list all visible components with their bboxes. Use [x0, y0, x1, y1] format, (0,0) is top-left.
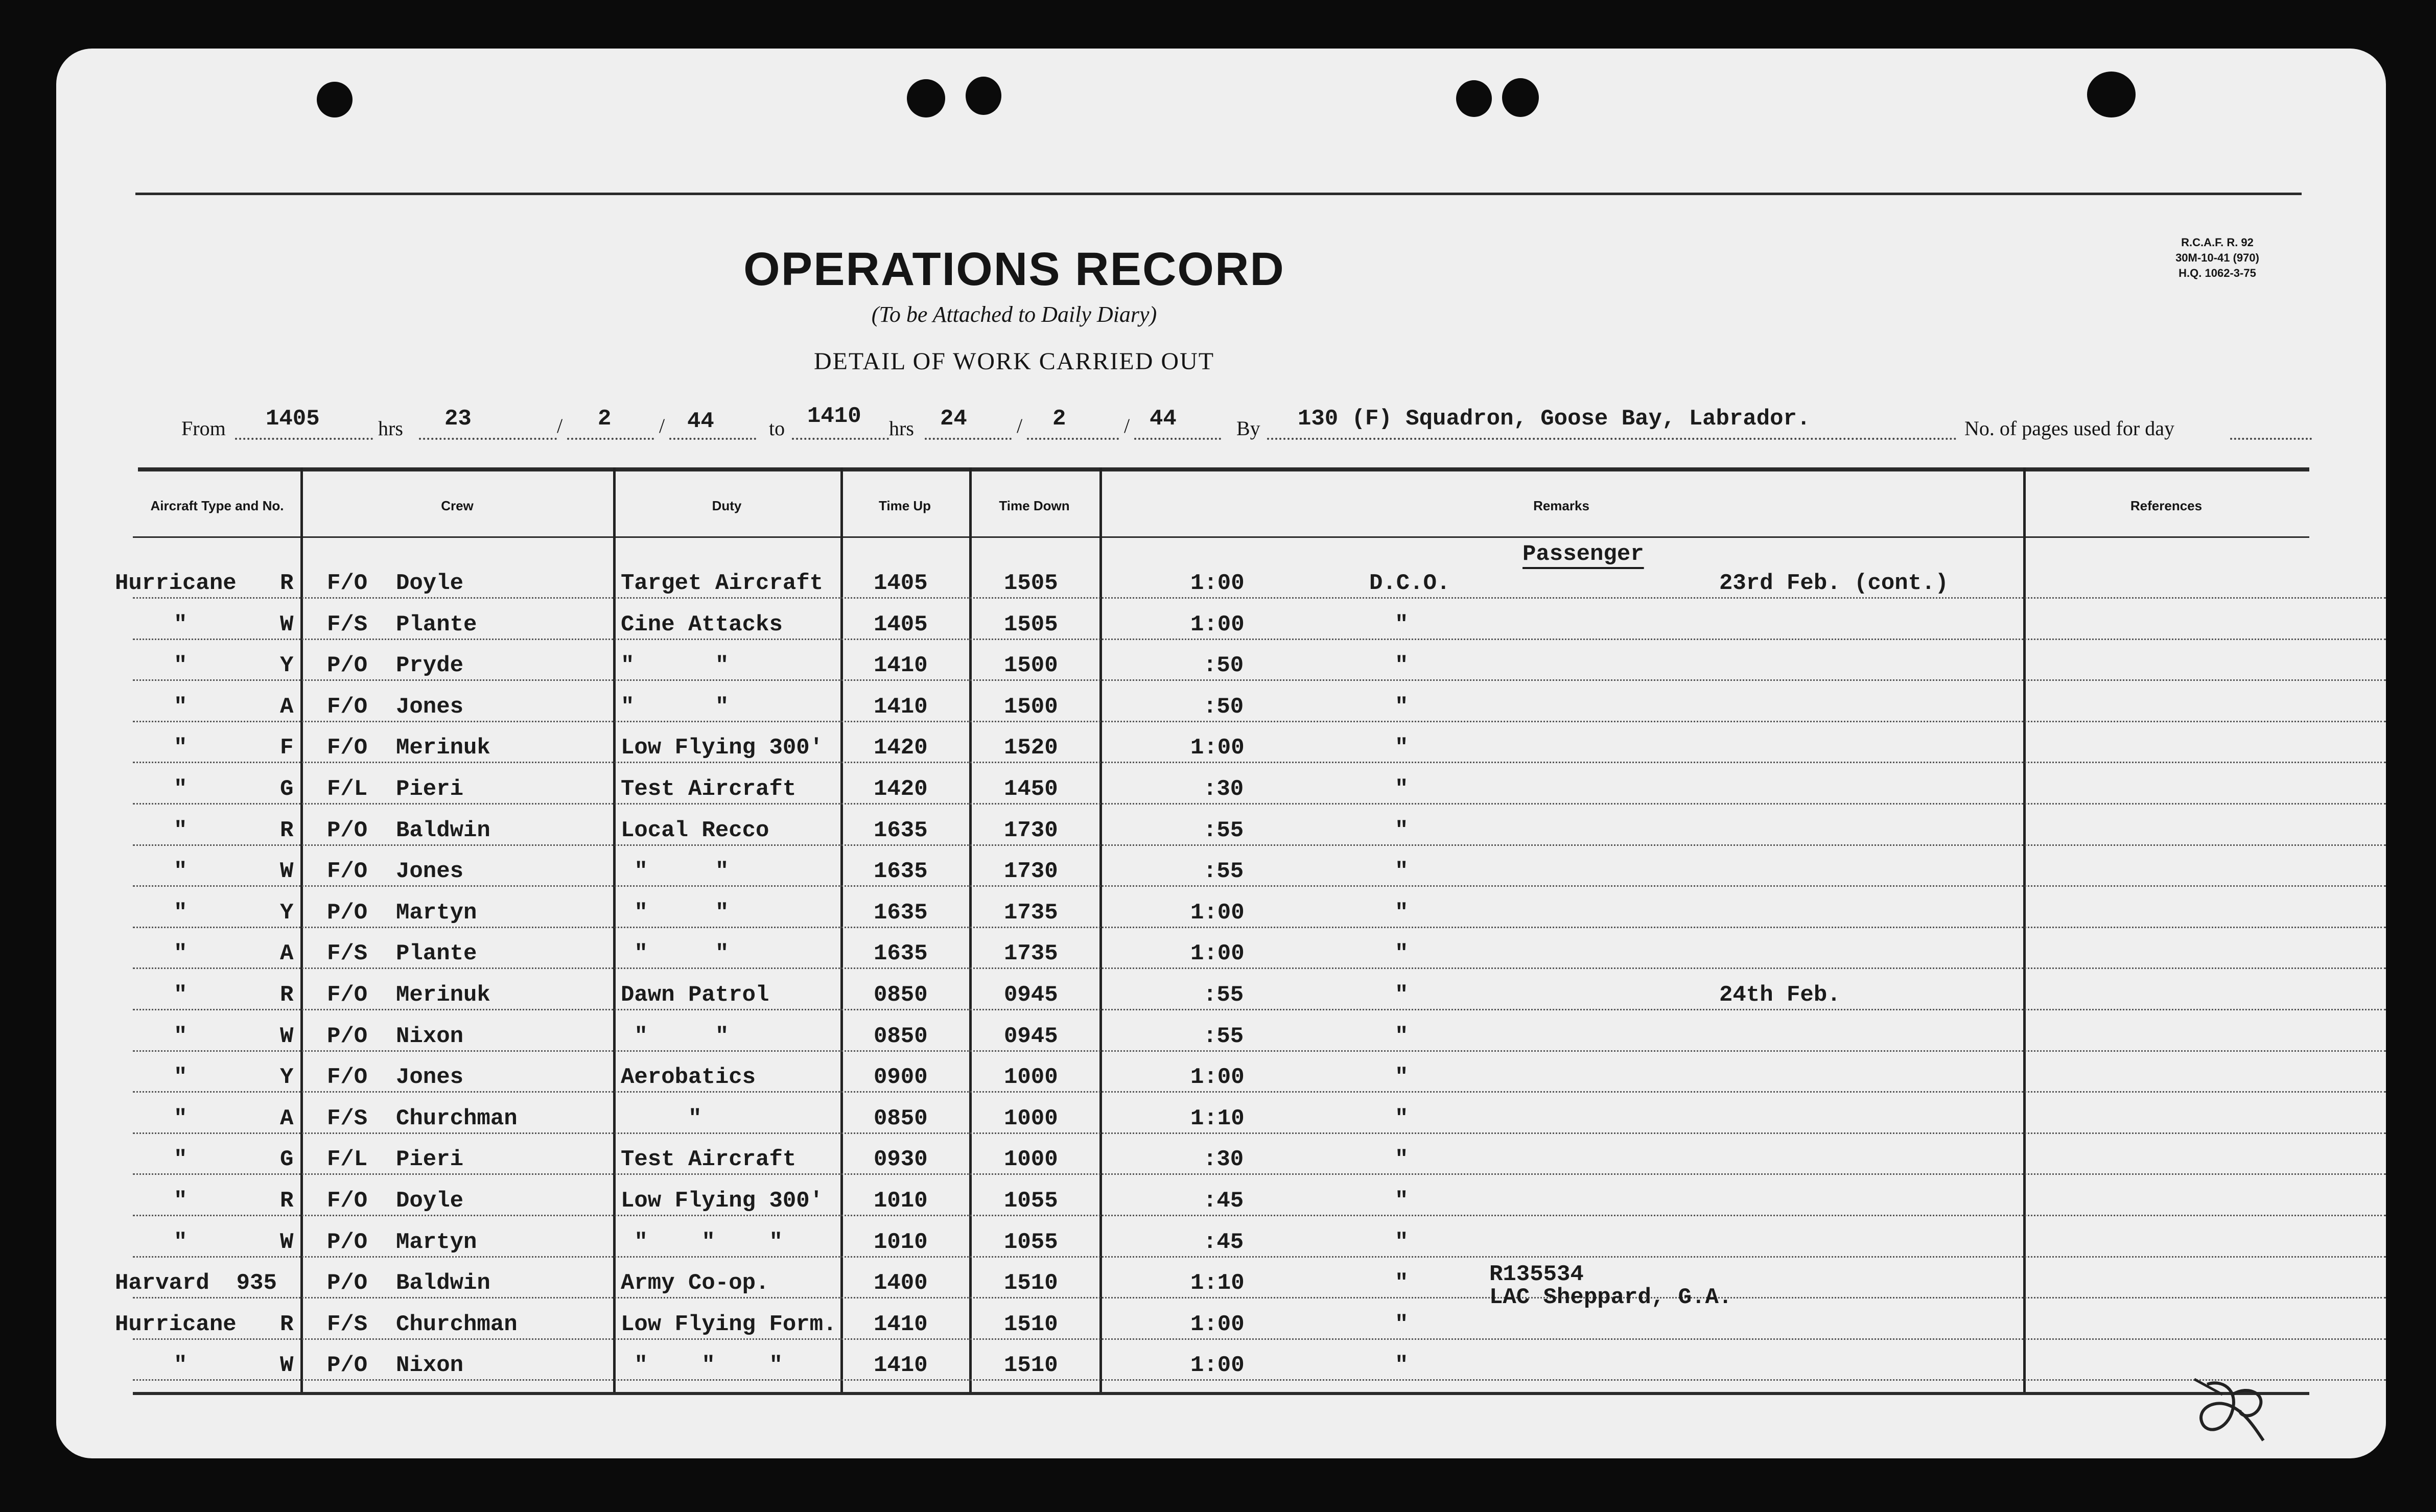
crew-rank: F/O: [327, 982, 368, 1008]
duty: Aerobatics: [621, 1065, 756, 1091]
crew-rank: F/S: [327, 611, 368, 637]
hrs-label: hrs: [378, 417, 403, 440]
aircraft-letter: R: [280, 982, 294, 1008]
time-down: 1500: [1004, 653, 1058, 679]
crew-name: Merinuk: [396, 982, 490, 1008]
aircraft-type: ": [174, 982, 188, 1008]
time-down: 1000: [1004, 1065, 1058, 1091]
time-down: 1000: [1004, 1105, 1058, 1131]
to-label: to: [769, 417, 785, 440]
duration: 1:00: [1190, 1353, 1245, 1379]
duration: :55: [1203, 817, 1244, 843]
aircraft-letter: W: [280, 1229, 294, 1255]
crew-name: Merinuk: [396, 735, 490, 761]
time-up: 1410: [874, 1353, 928, 1379]
remark: ": [1395, 1105, 1409, 1131]
by-label: By: [1236, 417, 1260, 440]
crew-name: Jones: [396, 1065, 464, 1091]
remark-note: 24th Feb.: [1719, 982, 1841, 1008]
row-rule: [133, 1173, 2386, 1175]
crew-rank: F/L: [327, 1147, 368, 1173]
crew-rank: F/O: [327, 859, 368, 885]
duty: Low Flying Form.: [621, 1311, 837, 1337]
duty: " ": [621, 653, 729, 679]
time-up: 1405: [874, 611, 928, 637]
time-down: 1730: [1004, 817, 1058, 843]
remark: ": [1395, 1147, 1409, 1173]
aircraft-type: ": [174, 900, 188, 926]
aircraft-type: ": [174, 1065, 188, 1091]
time-up: 0850: [874, 982, 928, 1008]
crew-rank: P/O: [327, 817, 368, 843]
duration: :50: [1203, 694, 1244, 720]
record-card: OPERATIONS RECORD (To be Attached to Daily Diary) DETAIL OF WORK CARRIED OUT R.C.A.F. R. 92 30M-10-41 (970) H.Q. 1062-3-75 From 1405 hrs 23 / 2 / 44 to 1410 hrs 24 / 2 / 44 By 130 (F) Squadron, Goose Bay, Labrador. No. of pages used for day Aircraft Type and No. Crew Duty Time Up Time Down Remarks References Hurricane R F/O Doyle Target Aircraft 1405 1505 1:00 D.C.O. 23rd Feb. (cont.) " W F/S Plante Cine Attacks 1405 1505 1:00 " " Y P/O Pryde " " 1410 1500 :50 " " A F/O Jones " " 1410 1500 :50 " " F F/O Merinuk Low Flying 300' 1420 1520 1:00 " " G F/L Pieri Test Aircraft 1420 1450 :30 " " R P/O Baldwin Local Recco 1635 1730 :55 " " W F/O Jones " " 1635 1730 :55 " " Y P/O Martyn " " 1635 1735 1:00 " " A F/S Plante " " 1635 1735 1:00 " " R F/O Merinuk Dawn Patrol 0850 0945 :55 " 24th Feb. " W P/O Nixon " " 0850 0945 :55 " " Y F/O Jones Aerobatics 0900 1000 1:00 " " A F/S Churchman " 0850 1000 1:10 " " G F/L Pieri Test Aircraft 0930 1000 :30 " " R F/O Doyle Low Flying 300' 1010 1055 :45 " " W P/O Martyn " " " 1010 1055 :45 " Harvard 935 P/O Baldwin Army Co-op. 1400 1510 1:10 " Hurricane R F/S Churchman Low Flying Form. 1410 1510 1:00 " " W P/O Nixon " " " 1410 1510 1:00 " Passenger R135534 LAC Sheppard, G.A.: [56, 49, 2386, 1458]
duty: Dawn Patrol: [621, 982, 769, 1008]
aircraft-letter: F: [280, 735, 294, 761]
aircraft-type: ": [174, 1023, 188, 1049]
duration: :55: [1203, 859, 1244, 885]
document-subtitle: (To be Attached to Daily Diary): [871, 302, 1157, 327]
table-bottom-rule: [133, 1392, 2309, 1395]
crew-rank: F/O: [327, 694, 368, 720]
duration: :30: [1203, 776, 1244, 802]
table-header-rule: [133, 536, 2309, 538]
aircraft-letter: W: [280, 859, 294, 885]
remark-note: 23rd Feb. (cont.): [1719, 571, 1949, 596]
aircraft-letter: Y: [280, 653, 294, 679]
crew-rank: P/O: [327, 653, 368, 679]
row-rule: [133, 885, 2386, 887]
duty: " " ": [621, 1229, 783, 1255]
aircraft-letter: G: [280, 776, 294, 802]
aircraft-letter: R: [280, 571, 294, 596]
aircraft-type: Hurricane: [115, 571, 237, 596]
aircraft-type: Harvard 935: [115, 1270, 277, 1296]
crew-rank: F/L: [327, 776, 368, 802]
remark: ": [1395, 776, 1409, 802]
from-day: 23: [444, 406, 472, 432]
punch-hole: [1456, 80, 1492, 117]
punch-hole: [2087, 72, 2136, 117]
to-month: 2: [1052, 406, 1066, 432]
duty: Low Flying 300': [621, 1188, 824, 1214]
crew-rank: F/S: [327, 941, 368, 967]
remark: ": [1395, 982, 1409, 1008]
row-rule: [133, 597, 2386, 599]
time-up: 1420: [874, 776, 928, 802]
aircraft-letter: A: [280, 941, 294, 967]
duration: :45: [1203, 1188, 1244, 1214]
crew-name: Baldwin: [396, 817, 490, 843]
time-up: 0850: [874, 1023, 928, 1049]
aircraft-letter: Y: [280, 1065, 294, 1091]
row-rule: [133, 1050, 2386, 1052]
remark: ": [1395, 1023, 1409, 1049]
crew-name: Pieri: [396, 1147, 464, 1173]
duration: 1:00: [1190, 571, 1245, 596]
aircraft-letter: W: [280, 611, 294, 637]
time-up: 1400: [874, 1270, 928, 1296]
duty: Local Recco: [621, 817, 769, 843]
aircraft-type: ": [174, 859, 188, 885]
duty: " ": [621, 694, 729, 720]
row-rule: [133, 1379, 2386, 1381]
row-rule: [133, 1338, 2386, 1340]
to-year: 44: [1150, 406, 1177, 432]
duration: :45: [1203, 1229, 1244, 1255]
time-down: 1520: [1004, 735, 1058, 761]
crew-rank: F/O: [327, 1188, 368, 1214]
passenger-label: Passenger: [1523, 541, 1644, 567]
table-top-rule: [138, 467, 2309, 471]
col-aircraft: Aircraft Type and No.: [150, 498, 284, 513]
remark: ": [1395, 1188, 1409, 1214]
remark: D.C.O.: [1369, 571, 1450, 596]
crew-name: Churchman: [396, 1105, 518, 1131]
time-down: 1735: [1004, 941, 1058, 967]
duration: 1:00: [1190, 1311, 1245, 1337]
aircraft-letter: A: [280, 694, 294, 720]
duty: " ": [621, 941, 729, 967]
crew-rank: F/O: [327, 1065, 368, 1091]
remark: ": [1395, 611, 1409, 637]
time-down: 1510: [1004, 1353, 1058, 1379]
duty: Army Co-op.: [621, 1270, 769, 1296]
row-rule: [133, 1256, 2386, 1258]
time-up: 1410: [874, 694, 928, 720]
row-rule: [133, 1009, 2386, 1010]
remark: ": [1395, 735, 1409, 761]
remark: ": [1395, 1311, 1409, 1337]
from-month: 2: [598, 406, 612, 432]
crew-name: Doyle: [396, 571, 464, 596]
col-time-up: Time Up: [878, 498, 931, 513]
row-rule: [133, 1132, 2386, 1134]
row-rule: [133, 967, 2386, 969]
pages-label: No. of pages used for day: [1964, 417, 2174, 440]
row-rule: [133, 721, 2386, 722]
aircraft-type: ": [174, 694, 188, 720]
from-label: From: [181, 417, 226, 440]
remark: ": [1395, 900, 1409, 926]
time-up: 1635: [874, 817, 928, 843]
to-hrs-label: hrs: [889, 417, 914, 440]
time-down: 0945: [1004, 982, 1058, 1008]
duration: 1:00: [1190, 1065, 1245, 1091]
row-rule: [133, 803, 2386, 805]
crew-name: Jones: [396, 859, 464, 885]
crew-name: Nixon: [396, 1353, 464, 1379]
time-up: 0900: [874, 1065, 928, 1091]
duration: :55: [1203, 1023, 1244, 1049]
time-up: 1010: [874, 1229, 928, 1255]
duration: 1:10: [1190, 1270, 1245, 1296]
crew-name: Nixon: [396, 1023, 464, 1049]
time-down: 1505: [1004, 571, 1058, 596]
aircraft-letter: R: [280, 1311, 294, 1337]
document-title: OPERATIONS RECORD: [743, 243, 1285, 295]
from-hrs: 1405: [266, 406, 320, 432]
detail-heading: DETAIL OF WORK CARRIED OUT: [813, 348, 1215, 375]
row-rule: [133, 762, 2386, 763]
duty: " ": [621, 1023, 729, 1049]
col-crew: Crew: [441, 498, 474, 513]
remark: ": [1395, 817, 1409, 843]
top-rule: [135, 193, 2302, 195]
aircraft-type: ": [174, 941, 188, 967]
row-rule: [133, 639, 2386, 640]
initials-signature: [2192, 1374, 2279, 1451]
col-remarks: Remarks: [1533, 498, 1589, 513]
remark: ": [1395, 859, 1409, 885]
from-year: 44: [687, 409, 714, 434]
squadron: 130 (F) Squadron, Goose Bay, Labrador.: [1298, 406, 1811, 432]
time-down: 1735: [1004, 900, 1058, 926]
crew-name: Churchman: [396, 1311, 518, 1337]
aircraft-type: ": [174, 1188, 188, 1214]
aircraft-letter: Y: [280, 900, 294, 926]
duration: 1:10: [1190, 1105, 1245, 1131]
punch-hole: [317, 82, 353, 117]
remark: ": [1395, 1270, 1409, 1296]
remark: ": [1395, 694, 1409, 720]
crew-name: Jones: [396, 694, 464, 720]
crew-rank: F/S: [327, 1105, 368, 1131]
crew-name: Plante: [396, 941, 477, 967]
duration: 1:00: [1190, 941, 1245, 967]
time-up: 1010: [874, 1188, 928, 1214]
crew-name: Pieri: [396, 776, 464, 802]
duty: Test Aircraft: [621, 776, 797, 802]
aircraft-letter: W: [280, 1023, 294, 1049]
crew-rank: F/S: [327, 1311, 368, 1337]
crew-name: Baldwin: [396, 1270, 490, 1296]
form-number: R.C.A.F. R. 92 30M-10-41 (970) H.Q. 1062-3-75: [2175, 236, 2259, 279]
row-rule: [133, 927, 2386, 928]
time-down: 1055: [1004, 1188, 1058, 1214]
duty: Low Flying 300': [621, 735, 824, 761]
punch-hole: [966, 77, 1001, 115]
aircraft-letter: G: [280, 1147, 294, 1173]
duty: " ": [621, 900, 729, 926]
time-down: 1450: [1004, 776, 1058, 802]
aircraft-type: ": [174, 653, 188, 679]
time-up: 1635: [874, 941, 928, 967]
aircraft-letter: A: [280, 1105, 294, 1131]
remark: ": [1395, 941, 1409, 967]
row-rule: [133, 1297, 2386, 1298]
duty: " ": [621, 859, 729, 885]
crew-rank: P/O: [327, 1229, 368, 1255]
remark: ": [1395, 1353, 1409, 1379]
duty: " " ": [621, 1353, 783, 1379]
col-duty: Duty: [712, 498, 742, 513]
aircraft-letter: R: [280, 1188, 294, 1214]
time-down: 1730: [1004, 859, 1058, 885]
time-up: 0850: [874, 1105, 928, 1131]
duty: Test Aircraft: [621, 1147, 797, 1173]
time-down: 1505: [1004, 611, 1058, 637]
time-down: 1510: [1004, 1311, 1058, 1337]
aircraft-type: ": [174, 817, 188, 843]
crew-name: Plante: [396, 611, 477, 637]
crew-rank: F/O: [327, 735, 368, 761]
crew-rank: F/O: [327, 571, 368, 596]
aircraft-type: ": [174, 1229, 188, 1255]
duration: :50: [1203, 653, 1244, 679]
time-down: 1500: [1004, 694, 1058, 720]
remark: ": [1395, 1229, 1409, 1255]
col-time-down: Time Down: [999, 498, 1070, 513]
aircraft-type: ": [174, 611, 188, 637]
remark: ": [1395, 1065, 1409, 1091]
crew-name: Doyle: [396, 1188, 464, 1214]
crew-name: Martyn: [396, 900, 477, 926]
time-up: 1420: [874, 735, 928, 761]
punch-hole: [907, 79, 945, 117]
aircraft-type: ": [174, 735, 188, 761]
duty: ": [621, 1105, 702, 1131]
row-rule: [133, 1215, 2386, 1216]
duration: 1:00: [1190, 900, 1245, 926]
passenger-name: LAC Sheppard, G.A.: [1489, 1285, 1732, 1310]
row-rule: [133, 679, 2386, 681]
time-up: 1635: [874, 859, 928, 885]
row-rule: [133, 844, 2386, 846]
punch-hole: [1502, 78, 1539, 117]
time-up: 1635: [874, 900, 928, 926]
time-down: 1000: [1004, 1147, 1058, 1173]
time-down: 1510: [1004, 1270, 1058, 1296]
aircraft-letter: W: [280, 1353, 294, 1379]
duration: :30: [1203, 1147, 1244, 1173]
duration: :55: [1203, 982, 1244, 1008]
duration: 1:00: [1190, 611, 1245, 637]
crew-rank: P/O: [327, 1270, 368, 1296]
passenger-service-no: R135534: [1489, 1262, 1584, 1287]
time-up: 1410: [874, 1311, 928, 1337]
aircraft-type: ": [174, 776, 188, 802]
aircraft-type: ": [174, 1147, 188, 1173]
time-up: 0930: [874, 1147, 928, 1173]
time-up: 1410: [874, 653, 928, 679]
crew-rank: P/O: [327, 900, 368, 926]
col-references: References: [2130, 498, 2203, 513]
duration: 1:00: [1190, 735, 1245, 761]
crew-rank: P/O: [327, 1023, 368, 1049]
aircraft-letter: R: [280, 817, 294, 843]
time-up: 1405: [874, 571, 928, 596]
crew-name: Pryde: [396, 653, 464, 679]
crew-name: Martyn: [396, 1229, 477, 1255]
crew-rank: P/O: [327, 1353, 368, 1379]
to-hrs: 1410: [807, 404, 861, 429]
aircraft-type: ": [174, 1105, 188, 1131]
time-down: 0945: [1004, 1023, 1058, 1049]
row-rule: [133, 1091, 2386, 1093]
time-down: 1055: [1004, 1229, 1058, 1255]
duty: Cine Attacks: [621, 611, 783, 637]
remark: ": [1395, 653, 1409, 679]
aircraft-type: Hurricane: [115, 1311, 237, 1337]
to-day: 24: [940, 406, 967, 432]
aircraft-type: ": [174, 1353, 188, 1379]
duty: Target Aircraft: [621, 571, 824, 596]
